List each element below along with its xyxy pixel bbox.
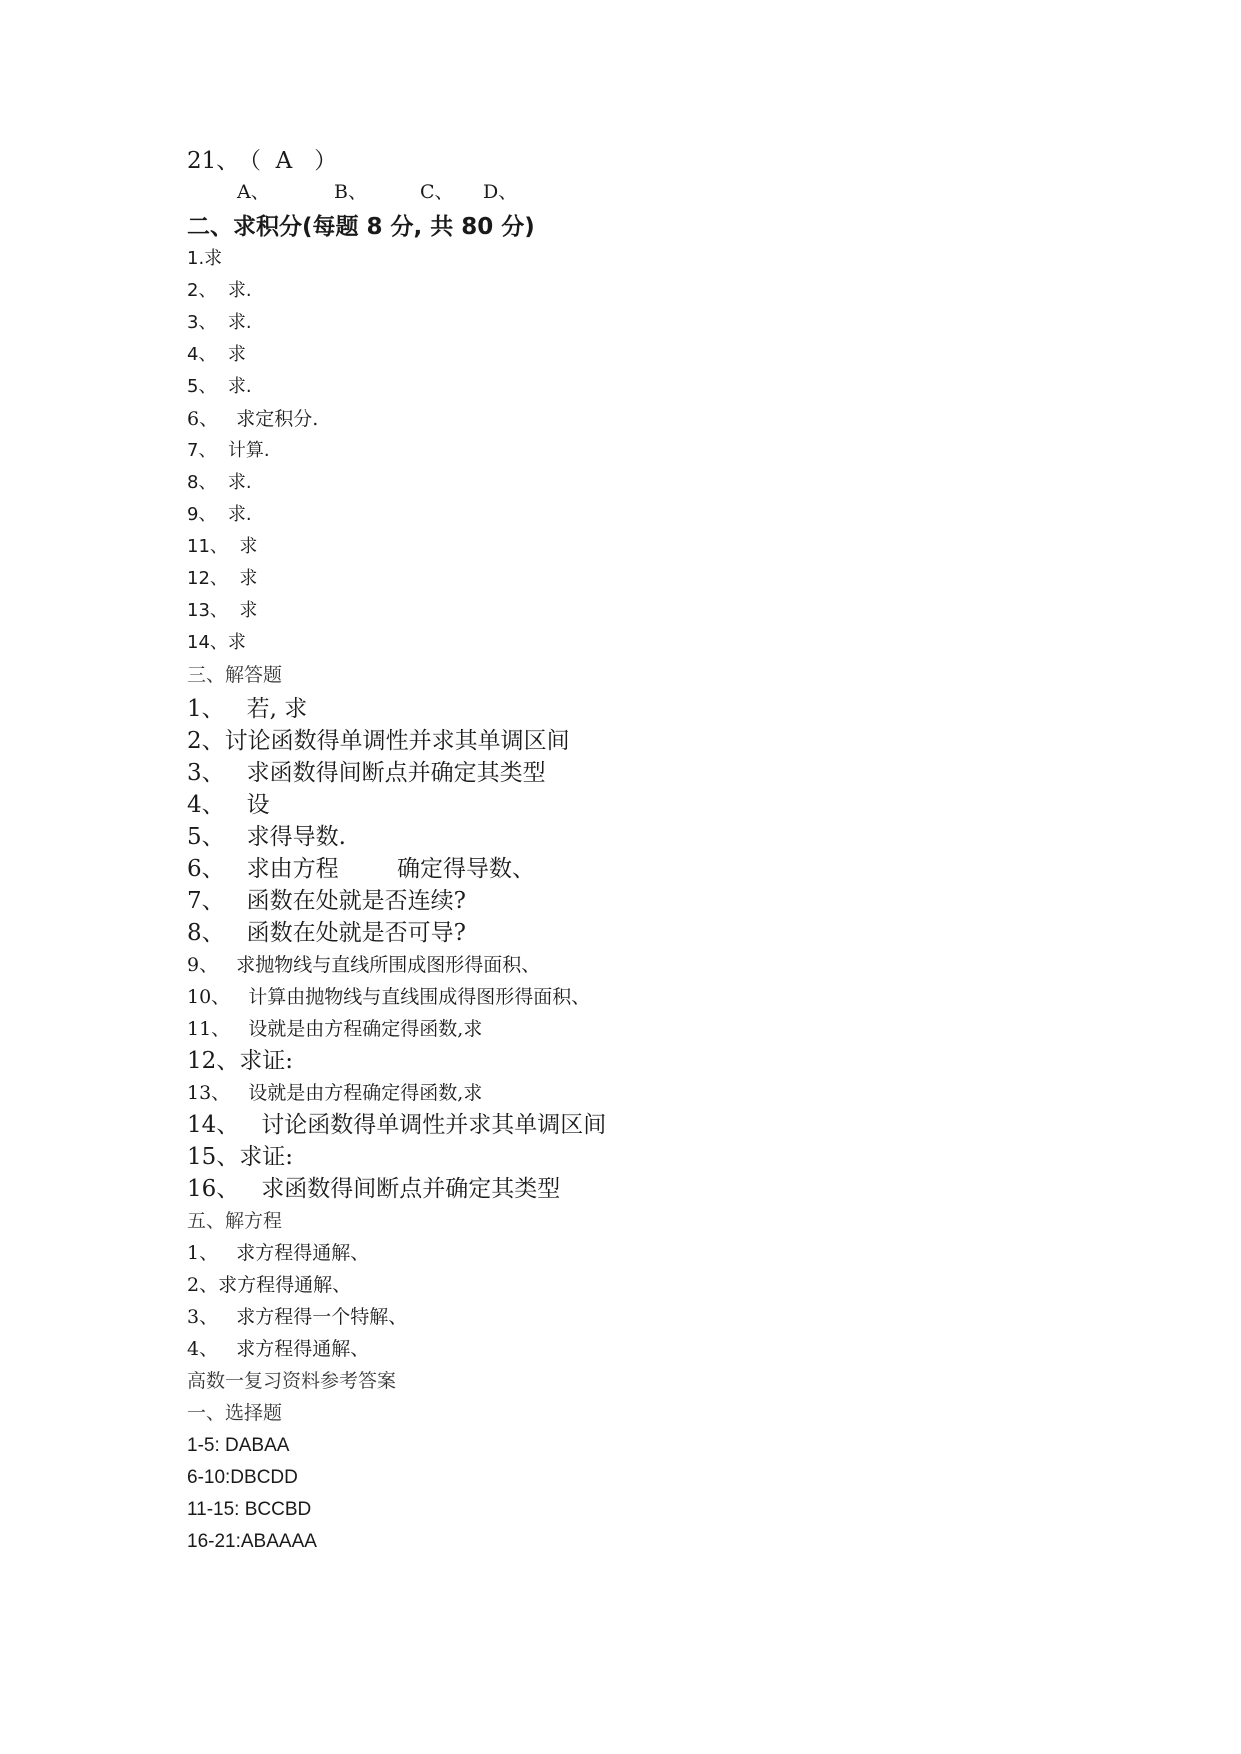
section-2-item: 9、 求. xyxy=(187,504,252,525)
section-2-item: 6、 求定积分. xyxy=(187,408,319,430)
section-3-item: 5、 求得导数. xyxy=(187,824,346,850)
section-2-item: 12、 求 xyxy=(187,568,258,589)
section-3-item: 3、 求函数得间断点并确定其类型 xyxy=(187,760,546,786)
section-3-item: 6、 求由方程 确定得导数、 xyxy=(187,856,536,882)
section-3-item: 8、 函数在处就是否可导? xyxy=(187,920,466,946)
option-d: D、 xyxy=(483,181,518,203)
section-3-item: 15、求证: xyxy=(187,1144,294,1170)
section-2-item: 2、 求. xyxy=(187,280,252,301)
section-5-item: 3、 求方程得一个特解、 xyxy=(187,1306,408,1328)
section-3-item: 4、 设 xyxy=(187,792,270,818)
question-21-number: 21、 xyxy=(187,148,240,174)
section-3-item: 9、 求抛物线与直线所围成图形得面积、 xyxy=(187,954,541,976)
section-2-item: 5、 求. xyxy=(187,376,252,397)
option-b: B、 xyxy=(334,181,367,203)
answer-row: 1-5: DABAA xyxy=(187,1435,290,1456)
section-3-item: 11、 设就是由方程确定得函数,求 xyxy=(187,1018,483,1040)
section-2-item: 3、 求. xyxy=(187,312,252,333)
section-2-item: 4、 求 xyxy=(187,344,246,365)
answers-title: 高数一复习资料参考答案 xyxy=(187,1370,397,1392)
section-2-item: 7、 计算. xyxy=(187,440,270,461)
answers-subheading: 一、选择题 xyxy=(187,1402,283,1424)
answer-row: 6-10:DBCDD xyxy=(187,1467,298,1488)
section-3-item: 10、 计算由抛物线与直线围成得图形得面积、 xyxy=(187,986,591,1008)
question-21-answer: （ A ） xyxy=(238,148,338,174)
option-a: A、 xyxy=(237,181,270,203)
section-2-item: 14、求 xyxy=(187,632,246,653)
section-3-heading: 三、解答题 xyxy=(187,664,283,686)
section-2-item: 8、 求. xyxy=(187,472,252,493)
section-3-item: 2、讨论函数得单调性并求其单调区间 xyxy=(187,728,570,754)
section-3-item: 13、 设就是由方程确定得函数,求 xyxy=(187,1082,483,1104)
option-c: C、 xyxy=(420,181,454,203)
section-2-item: 1.求 xyxy=(187,248,223,269)
section-3-item: 12、求证: xyxy=(187,1048,294,1074)
section-3-item: 7、 函数在处就是否连续? xyxy=(187,888,466,914)
section-5-item: 1、 求方程得通解、 xyxy=(187,1242,370,1264)
answer-row: 11-15: BCCBD xyxy=(187,1499,312,1520)
section-3-item: 1、 若, 求 xyxy=(187,696,308,722)
section-5-heading: 五、解方程 xyxy=(187,1210,283,1232)
section-2-heading: 二、求积分(每题 8 分, 共 80 分) xyxy=(187,214,535,240)
answer-row: 16-21:ABAAAA xyxy=(187,1531,317,1552)
section-5-item: 4、 求方程得通解、 xyxy=(187,1338,370,1360)
section-2-item: 13、 求 xyxy=(187,600,258,621)
section-5-item: 2、求方程得通解、 xyxy=(187,1274,352,1296)
section-3-item: 16、 求函数得间断点并确定其类型 xyxy=(187,1176,561,1202)
section-2-item: 11、 求 xyxy=(187,536,258,557)
section-3-item: 14、 讨论函数得单调性并求其单调区间 xyxy=(187,1112,607,1138)
